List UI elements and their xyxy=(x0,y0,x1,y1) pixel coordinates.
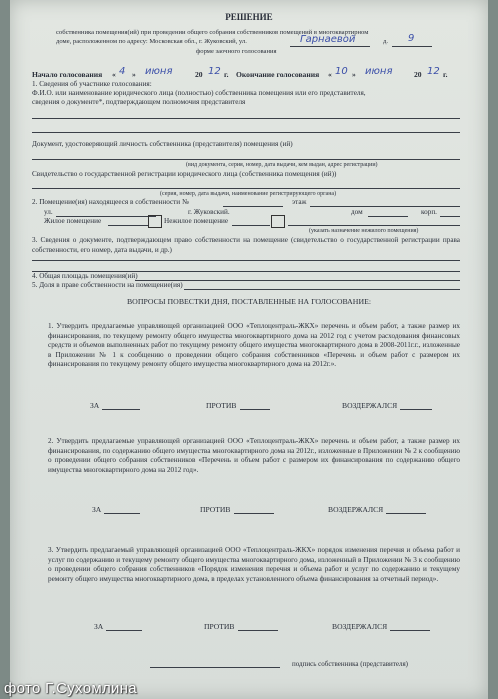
section-4: 4. Общая площадь помещения(ий) xyxy=(32,272,138,280)
q3-abstain-field[interactable] xyxy=(390,630,430,631)
q1-for-label: ЗА xyxy=(90,401,100,410)
form-line: форме заочного голосования xyxy=(196,48,277,55)
photo-credit-watermark: фото Г.Сухомлина xyxy=(4,680,137,697)
q1-against-label: ПРОТИВ xyxy=(206,401,237,410)
q2-against-field[interactable] xyxy=(234,513,274,514)
section-1-fio: Ф.И.О. или наименование юридического лица (полностью) собственника помещения или его представителя, xyxy=(32,89,366,97)
section-1-id-hint: (вид документа, серия, номер, дата выдачи, кем выдан, адрес регистрации) xyxy=(186,162,378,168)
q2-for-field[interactable] xyxy=(104,513,140,514)
section-2-nonliving: Нежилое помещение xyxy=(164,217,229,225)
section-1-cert-hint: (серия, номер, дата выдачи, наименование регистрирующего органа) xyxy=(160,191,337,197)
section-2-floor: этаж xyxy=(292,198,307,206)
document-title: РЕШЕНИЕ xyxy=(225,12,273,22)
q1-for-field[interactable] xyxy=(102,409,140,410)
question-2: 2. Утвердить предлагаемые управляющей организацией ООО «Теплоцентраль-ЖКХ» перечень и объем работ, а также размер их финансирования, по содержанию общего имущества многоквартирного дома на 2012г., изложенные в Приложении № 2 к сообщению о проведении общего собрания собственников «Перечень и объем работ с размером их финансирования по содержанию общего имущества многоквартирного дома на 2012 год». xyxy=(48,437,460,474)
vote-end-label: Окончание голосования xyxy=(236,70,320,79)
section-2-street: ул. xyxy=(44,208,53,216)
quote-close-2: » xyxy=(352,70,356,79)
q3-for-label: ЗА xyxy=(94,622,104,631)
vote-start-label: Начало голосования xyxy=(32,70,103,79)
vote-end-year: 12 xyxy=(427,66,440,77)
document-sheet xyxy=(10,0,488,699)
section-1-doc: сведения о документе*, подтверждающем полномочия представителя xyxy=(32,98,246,106)
signature-label: подпись собственника (представителя) xyxy=(292,660,409,668)
vote-end-month: июня xyxy=(365,66,393,77)
section-1-heading: 1. Сведения об участнике голосования: xyxy=(32,80,152,88)
vote-end-day: 10 xyxy=(335,66,348,77)
q3-against-field[interactable] xyxy=(238,630,278,631)
q1-abstain-field[interactable] xyxy=(400,409,432,410)
questions-heading: ВОПРОСЫ ПОВЕСТКИ ДНЯ, ПОСТАВЛЕННЫЕ НА ГОЛОСОВАНИЕ: xyxy=(126,297,371,306)
section-1-cert: Свидетельство о государственной регистрации юридического лица (собственника помещения (ий)) xyxy=(32,170,337,178)
section-2-living: Жилое помещение xyxy=(44,217,102,225)
signature-field[interactable] xyxy=(150,667,280,668)
q2-abstain-field[interactable] xyxy=(386,513,426,514)
question-3: 3. Утвердить предлагаемый управляющей организацией ООО «Теплоцентраль-ЖКХ» порядок изменения перечня и объема работ и услуг по содержанию и текущему ремонту общего имущества многоквартирного дома, изложенный в Приложении № 3 к сообщению о проведении общего собрания собственников «Порядок изменения перечня и объема работ и услуг по содержанию и текущему ремонту общего имущества многоквартирного дома, в пределах установленного объема финансирования за отчетный период». xyxy=(48,546,460,583)
vote-start-year: 12 xyxy=(208,66,221,77)
q3-for-field[interactable] xyxy=(106,630,142,631)
vote-start-day: 4 xyxy=(119,66,126,77)
section-1-id: Документ, удостоверяющий личность собственника (представителя) помещения (ий) xyxy=(32,140,293,148)
q3-abstain-label: ВОЗДЕРЖАЛСЯ xyxy=(332,622,388,631)
vote-start-year-prefix: 20 xyxy=(195,70,203,79)
vote-end-year-prefix: 20 xyxy=(414,70,422,79)
subtitle-line-2: доме, расположенном по адресу: Московская обл., г. Жуковский, ул. xyxy=(56,38,247,45)
section-3: 3. Сведения о документе, подтверждающем право собственности на помещение (свидетельство о государственной регистрации права собственности, его номер, дата выдачи, и др.) xyxy=(32,236,460,254)
vote-start-month: июня xyxy=(145,66,173,77)
section-2-house: дом xyxy=(351,208,363,216)
quote-open-2: « xyxy=(328,70,332,79)
section-5: 5. Доля в праве собственности на помещение(ия) xyxy=(32,281,183,289)
q1-against-field[interactable] xyxy=(240,409,270,410)
section-2-heading: 2. Помещение(ия) находящееся в собственности № xyxy=(32,198,189,206)
subtitle-line-1: собственника помещения(ий) при проведении общего собрания собственников помещений в многоквартирном xyxy=(56,29,369,36)
q2-against-label: ПРОТИВ xyxy=(200,505,231,514)
nonliving-checkbox[interactable] xyxy=(271,215,285,228)
vote-end-suffix: г. xyxy=(443,70,448,79)
street-handwritten: Гарнаевой xyxy=(300,34,356,45)
q2-for-label: ЗА xyxy=(92,505,102,514)
quote-close-1: » xyxy=(132,70,136,79)
section-2-building: корп. xyxy=(421,208,437,216)
q1-abstain-label: ВОЗДЕРЖАЛСЯ xyxy=(342,401,398,410)
section-2-city: г. Жуковский. xyxy=(188,208,230,216)
house-handwritten: 9 xyxy=(408,33,415,44)
vote-start-suffix: г. xyxy=(224,70,229,79)
living-checkbox[interactable] xyxy=(148,215,162,228)
q2-abstain-label: ВОЗДЕРЖАЛСЯ xyxy=(328,505,384,514)
q3-against-label: ПРОТИВ xyxy=(204,622,235,631)
quote-open-1: « xyxy=(112,70,116,79)
question-1: 1. Утвердить предлагаемые управляющей организацией ООО «Теплоцентраль-ЖКХ» перечень и объем работ, а также размер их финансирования, по текущему ремонту общего имущества многоквартирного дома на 2012 год с учетом расходования финансовых средств и объемов выполненных работ по текущему ремонту общего имущества многоквартирного дома в 2008-2011г.г., изложенные в Приложении № 1 к сообщению о проведении общего собрания собственников «Перечень и объем работ с размером их финансирования по текущему ремонту общего имущества многоквартирного дома на 2012г.». xyxy=(48,322,460,369)
house-prefix: д. xyxy=(383,38,389,45)
section-2-nonliving-hint: (указать назначение нежилого помещения) xyxy=(309,228,419,234)
